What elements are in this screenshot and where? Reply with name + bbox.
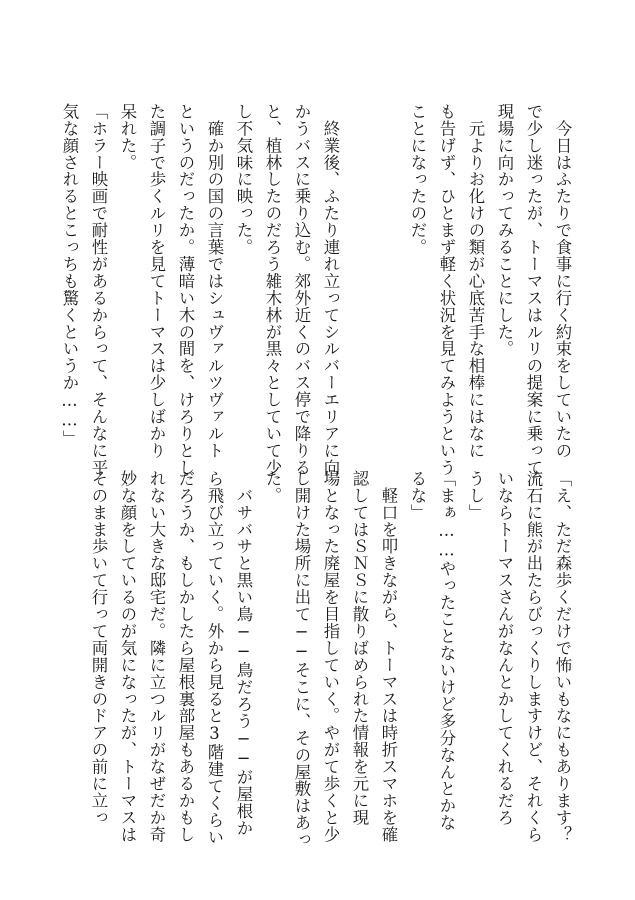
text-line: も告げず、ひとまず軽く状況を見てみようという bbox=[437, 103, 456, 476]
text-line: し不気味に映った。 bbox=[234, 103, 253, 256]
text-line: し開けた場所に出て──そこに、その屋敷はあっ bbox=[292, 470, 311, 849]
text-line: 場となった廃屋を目指していく。やがて歩くと少 bbox=[321, 470, 340, 843]
text-line: かうバスに乗り込む。郊外近くのバス停で降りる bbox=[292, 103, 311, 476]
text-line: というのだったか。薄暗い木の間を、けろりとし bbox=[176, 103, 195, 476]
text-line: 「ホラー映画で耐性があるからって、そんなに平 bbox=[89, 103, 108, 476]
text-line: 元よりお化けの類が心底苦手な相棒にはなに bbox=[466, 103, 485, 459]
text-line bbox=[374, 103, 403, 443]
text-line bbox=[345, 103, 374, 443]
text-line: 確か別の国の言葉ではシュヴァルツヴァルト bbox=[205, 103, 224, 459]
text-line: れない大きな邸宅だ。隣に立つルリがなぜだか奇 bbox=[147, 470, 166, 843]
text-line: 現場に向かってみることにした。 bbox=[495, 103, 514, 358]
text-line: で少し迷ったが、トーマスはルリの提案に乗って bbox=[524, 103, 543, 476]
text-line: 流石に熊が出たらびっくりしますけど、それくら bbox=[524, 470, 543, 843]
text-line: うし」 bbox=[466, 470, 485, 521]
text-line: 「え、ただ森歩くだけで怖いもなにもあります？ bbox=[553, 470, 572, 843]
text-line: だろうか、もしかしたら屋根裏部屋もあるかもし bbox=[176, 470, 195, 843]
text-line: 認してはＳＮＳに散りばめられた情報を元に現 bbox=[350, 470, 369, 826]
upper-text-block bbox=[55, 103, 577, 476]
text-line: そのまま歩いて行って両開きのドアの前に立っ bbox=[89, 470, 108, 826]
text-line: バサバサと黒い鳥──鳥だろう──が屋根か bbox=[234, 470, 253, 837]
text-line: ことになったのだ。 bbox=[408, 103, 427, 256]
text-line: 終業後、ふたり連れ立ってシルバーエリアに向 bbox=[321, 103, 340, 476]
lower-text-block bbox=[84, 470, 577, 849]
text-line: 気な顔されるとこっちも驚くというか……」 bbox=[60, 103, 79, 448]
text-line: た調子で歩くルリを見てトーマスは少しばかり bbox=[147, 103, 166, 459]
text-line: と、植林したのだろう雑木林が黒々としていて少 bbox=[263, 103, 282, 476]
text-line: 今日はふたりで食事に行く約束をしていたの bbox=[553, 103, 572, 459]
text-line: 妙な顔をしているのが気になったが、トーマスは bbox=[118, 470, 137, 843]
text-line: ら飛び立っていく。外から見ると3階建てくらい bbox=[205, 470, 224, 846]
text-line: た。 bbox=[263, 470, 282, 504]
text-line: 「まぁ……やったことないけど多分なんとかな bbox=[437, 470, 456, 832]
text-line: いならトーマスさんがなんとかしてくれるだろ bbox=[495, 470, 514, 826]
text-line: 呆れた。 bbox=[118, 103, 137, 171]
text-line: るな」 bbox=[408, 470, 427, 521]
text-line: 軽口を叩きながら、トーマスは時折スマホを確 bbox=[379, 470, 398, 843]
